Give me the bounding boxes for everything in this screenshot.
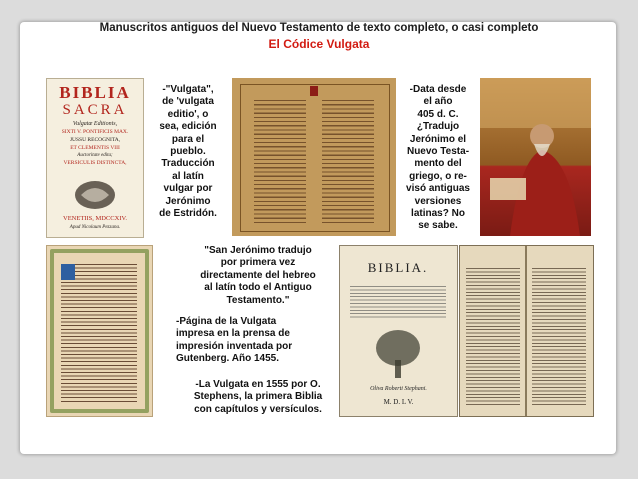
gutenberg-caption-line: Gutenberg. Año 1455.	[176, 353, 279, 365]
quote-line: Testamento."	[226, 294, 290, 306]
jerome-quote-caption	[180, 245, 336, 307]
stephens-caption-line: con capítulos y versículos.	[194, 403, 322, 415]
vulgata-caption-line: Jerónimo	[165, 195, 211, 207]
printed-text-block	[61, 264, 137, 404]
year-line: M. D. L V.	[383, 398, 414, 406]
illuminated-initial	[61, 264, 75, 280]
pezzana-line: Apud Nicolaum Pezzana.	[69, 225, 121, 230]
vulgata-caption-line: Traducción	[161, 158, 215, 170]
biblia-1555-title-page-image	[339, 245, 458, 417]
quote-line: directamente del hebreo	[200, 269, 316, 281]
jussu-line: JUSSU RECOGNITA,	[69, 137, 121, 143]
date-caption	[400, 84, 476, 233]
printer-emblem-icon	[73, 179, 117, 211]
gutenberg-caption	[176, 316, 338, 366]
date-caption-line: mento del	[414, 158, 462, 170]
open-bible-pages-image	[459, 245, 594, 417]
biblia-1555-title: BIBLIA.	[367, 260, 429, 275]
gutenberg-caption-line: impresa en la prensa de	[176, 328, 290, 340]
sixtus-line: SIXTI V. PONTIFICIS MAX.	[61, 129, 129, 135]
vulgata-caption-line: pueblo.	[170, 146, 206, 158]
date-caption-line: griego, o re-	[409, 170, 467, 182]
vulgata-caption-line: sea, edición	[159, 121, 217, 133]
vulgata-caption-line: para el	[171, 133, 205, 145]
left-page-text	[466, 268, 520, 406]
slide-title: Manuscritos antiguos del Nuevo Testamento de texto completo, o casi completo	[99, 22, 539, 34]
codex-manuscript-page-image	[232, 78, 396, 236]
book-spine	[525, 246, 527, 416]
versiculis-line: VERSICULIS DISTINCTA,	[63, 160, 127, 166]
gutenberg-vulgata-page-image	[46, 245, 153, 417]
date-caption-line: se sabe.	[418, 220, 458, 232]
vulgata-caption	[146, 84, 230, 220]
date-caption-line: ¿Tradujo	[416, 121, 460, 133]
stephens-caption	[176, 379, 340, 416]
slide-subtitle: El Códice Vulgata	[268, 37, 370, 51]
biblia-sacra-title-page-image	[46, 78, 144, 238]
gutenberg-caption-line: impresión inventada por	[176, 340, 293, 352]
vulgata-caption-line: editio', o	[167, 108, 209, 120]
jerome-figure-icon	[480, 78, 591, 236]
vulgata-caption-line: al latín	[172, 170, 204, 182]
right-page-text	[532, 268, 586, 406]
date-caption-line: visó antiguas	[406, 183, 470, 195]
title-text-block	[350, 286, 446, 320]
text-column-left	[254, 100, 306, 226]
venetiis-line: VENETIIS, MDCCXIV.	[63, 215, 127, 222]
gutenberg-caption-line: -Página de la Vulgata	[176, 316, 277, 327]
edition-line: Vulgatæ Editionis,	[72, 121, 118, 127]
date-caption-line: el año	[423, 96, 453, 108]
date-caption-line: -Data desde	[409, 84, 467, 95]
stephens-caption-line: -La Vulgata en 1555 por O.	[195, 379, 321, 390]
date-caption-line: latinas? No	[411, 208, 465, 220]
stephens-caption-line: Stephens, la primera Biblia	[193, 391, 323, 403]
saint-jerome-painting-image	[480, 78, 591, 236]
clementis-line: ET CLEMENTIS VIII	[70, 145, 120, 151]
vulgata-caption-line: de Estridón.	[159, 208, 217, 220]
auctoritate-line: Auctoritate edita;	[77, 153, 113, 158]
olive-tree-emblem-icon	[372, 326, 424, 380]
date-caption-line: versiones	[414, 195, 462, 207]
quote-line: por primera vez	[220, 257, 296, 269]
vulgata-caption-line: vulgar por	[163, 183, 213, 195]
vulgata-caption-line: de 'vulgata	[162, 96, 214, 108]
initial-marker	[310, 86, 318, 96]
vulgata-caption-line: -"Vulgata",	[162, 84, 214, 95]
text-column-right	[322, 100, 374, 226]
quote-line: "San Jerónimo tradujo	[204, 245, 312, 256]
quote-line: al latín todo el Antiguo	[204, 282, 312, 294]
sacra-word: SACRA	[62, 102, 128, 118]
stephani-line: Oliva Roberti Stephani.	[370, 386, 427, 392]
date-caption-line: Jerónimo el	[409, 133, 467, 145]
biblia-word: BIBLIA	[59, 83, 131, 102]
date-caption-line: Nuevo Testa-	[406, 146, 470, 158]
date-caption-line: 405 d. C.	[417, 108, 459, 120]
